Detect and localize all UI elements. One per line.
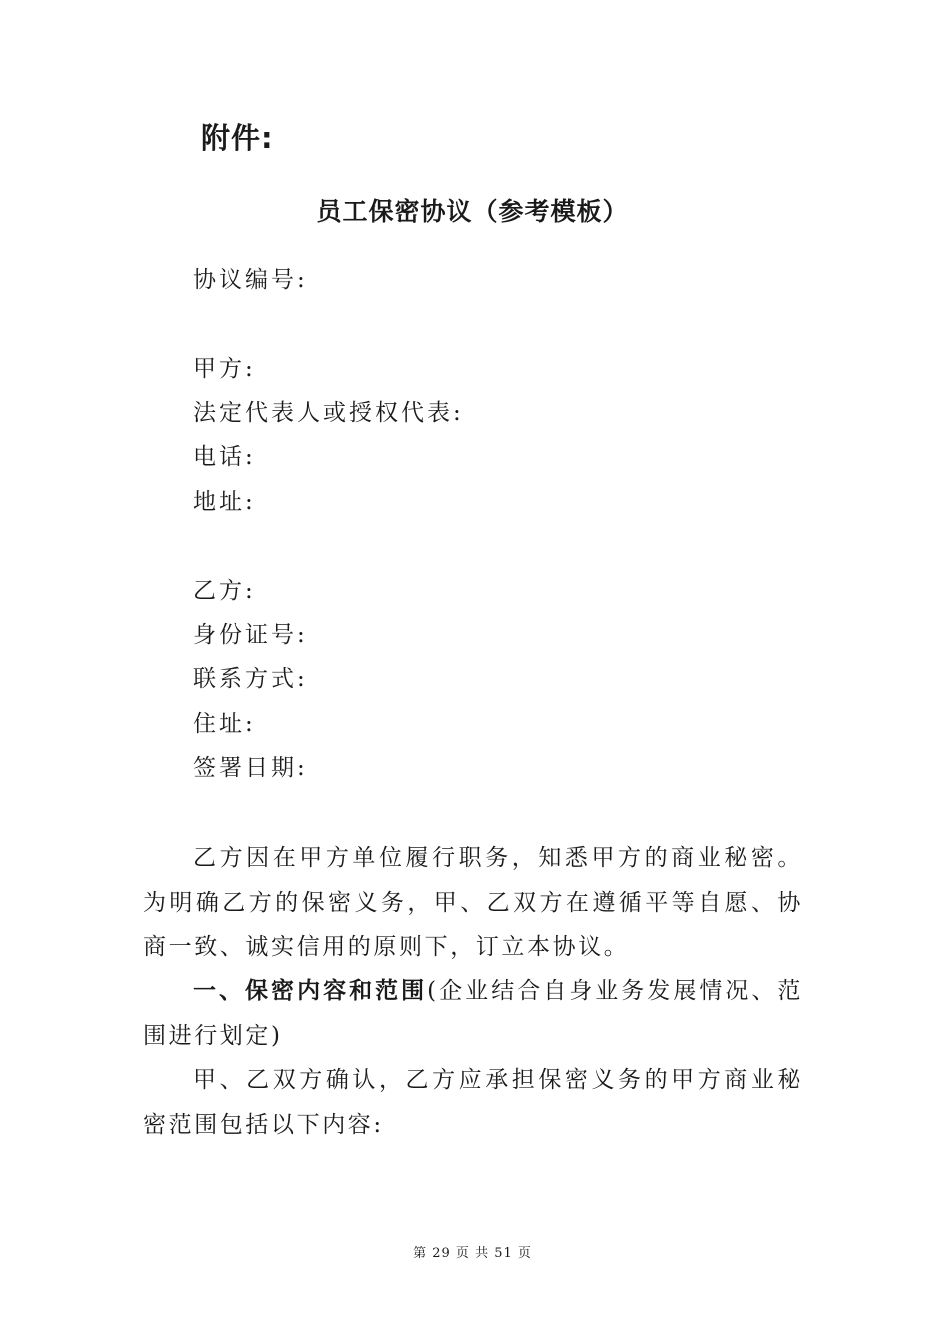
attachment-label: 附件: — [201, 121, 274, 155]
agreement-number-field: 协议编号: — [193, 267, 308, 293]
document-title: 员工保密协议（参考模板） — [316, 197, 629, 226]
party-a-label: 甲方: — [193, 356, 256, 382]
section-1-text: 甲、乙双方确认，乙方应承担保密义务的甲方商业秘密范围包括以下内容: — [143, 1067, 803, 1138]
party-a-representative-field: 法定代表人或授权代表: — [193, 400, 464, 426]
page-footer: 第 29 页 共 51 页 — [413, 1246, 532, 1261]
section-1-paragraph — [143, 969, 803, 1058]
party-b-contact-field: 联系方式: — [193, 666, 308, 692]
intro-paragraph: 乙方因在甲方单位履行职务，知悉甲方的商业秘密。为明确乙方的保密义务，甲、乙双方在遵循平等自愿、协商一致、诚实信用的原则下，订立本协议。 — [143, 845, 803, 960]
section-1-heading: 一、保密内容和范围 — [193, 978, 428, 1004]
sign-date-field: 签署日期: — [193, 755, 308, 781]
party-a-address-field: 地址: — [193, 489, 256, 515]
section-1-note: (企业结合自身业务发展情况、范围进行划定) — [143, 978, 803, 1049]
party-b-label: 乙方: — [193, 578, 256, 604]
party-a-phone-field: 电话: — [193, 444, 256, 470]
party-b-residence-field: 住址: — [193, 711, 256, 737]
party-b-id-number-field: 身份证号: — [193, 622, 308, 648]
